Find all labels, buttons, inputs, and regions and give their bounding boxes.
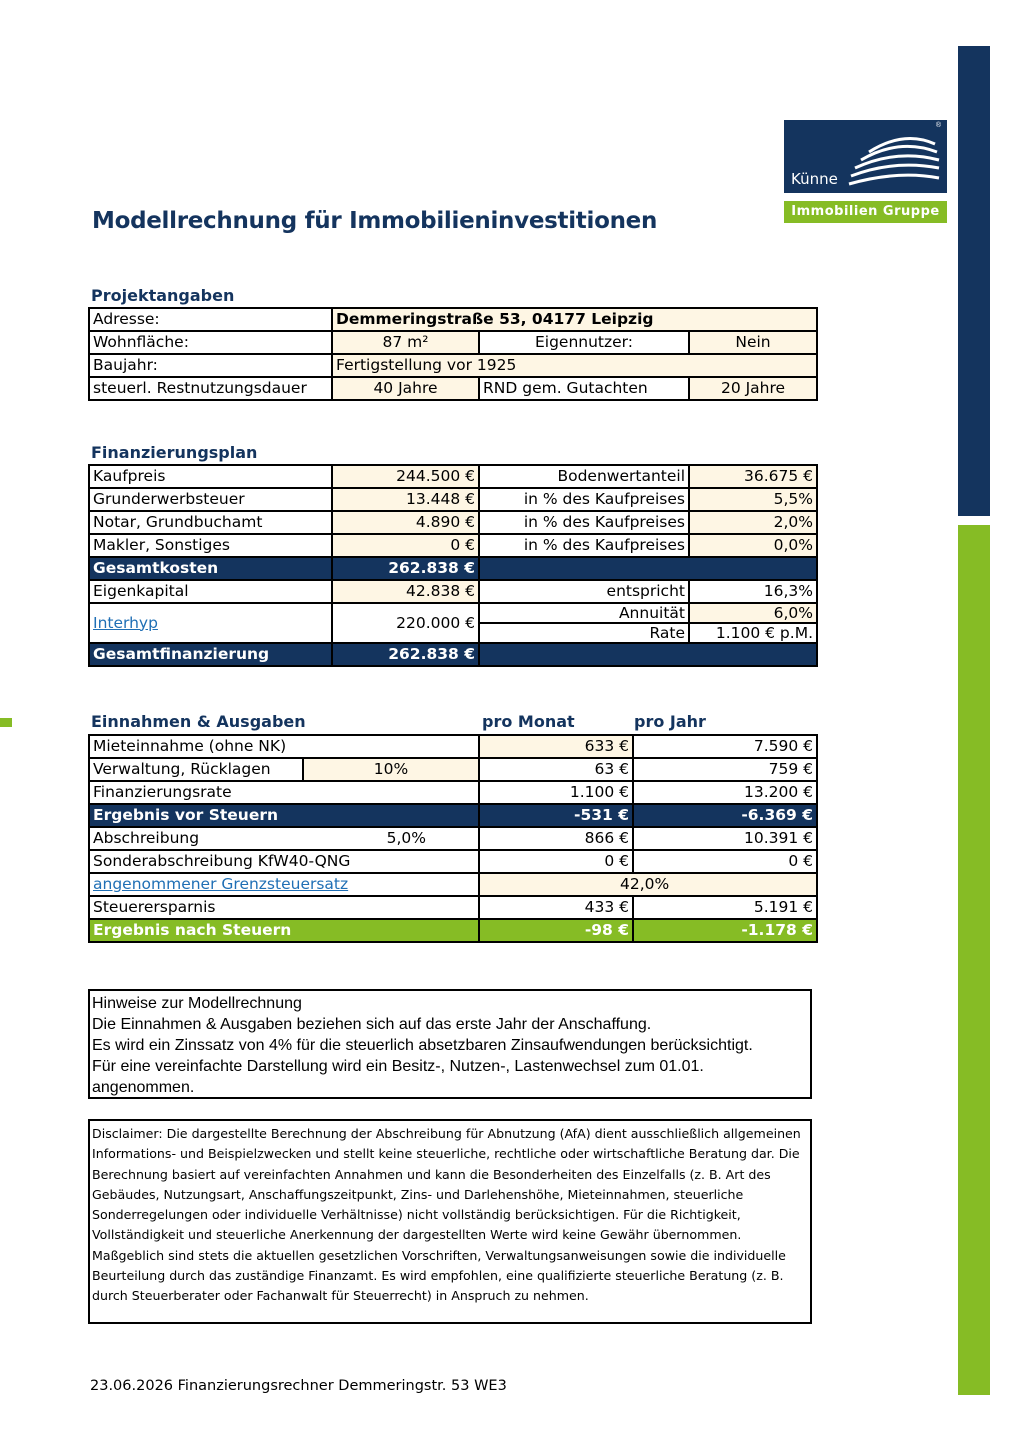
sidebar-blue-bar <box>958 46 990 516</box>
bodenwert-label: Bodenwertanteil <box>479 465 689 488</box>
projekt-table <box>88 307 818 401</box>
table-row <box>89 827 817 850</box>
entspricht-label: entspricht <box>479 580 689 603</box>
table-row <box>89 465 817 488</box>
table-row <box>89 758 817 781</box>
einnahmen-table <box>88 734 818 943</box>
disclaimer-text: Disclaimer: Die dargestellte Berechnung der Abschreibung für Abnutzung (AfA) dient ausschließlich allgemeinen Informations- und Beispielzwecken und stellt keine steuerliche, rechtliche oder wirtschaftliche Beratung dar. Die Berechnung basiert auf vereinfachten Annahmen und kann die Besonderheiten des Einzelfalls (z. B. Art des Gebäudes, Nutzungsart, Anschaffungszeitpunkt, Zins- und Darlehenshöhe, Mieteinnahmen, steuerliche Sonderregelungen oder individuelle Verhältnisse) nicht vollständig berücksichtigen. Für die Richtigkeit, Vollständigkeit und steuerliche Anerkennung der dargestellten Werte wird keine Gewähr übernommen. Maßgeblich sind stets die aktuellen gesetzlichen Vorschriften, Verwaltungsanweisungen sowie die individuelle Beurteilung durch das zuständige Finanzamt. Es wird empfohlen, eine qualifizierte steuerliche Beratung (z. B. durch Steuerberater oder Fachanwalt für Steuerrecht) in Anspruch zu nehmen. <box>92 1126 801 1304</box>
vor-steuern-jahr: -6.369 € <box>633 804 817 827</box>
hinweise-title: Hinweise zur Modellrechnung <box>92 995 302 1012</box>
afa-pct: 5,0% <box>386 829 426 847</box>
table-row <box>89 534 817 557</box>
table-row <box>89 557 817 580</box>
section-heading-projekt: Projektangaben <box>91 286 235 305</box>
table-row <box>89 643 817 666</box>
gesamtkosten-value: 262.838 € <box>332 557 479 580</box>
nach-steuern-jahr: -1.178 € <box>633 919 817 942</box>
sidebar-green-bar <box>958 525 990 1395</box>
grunderwerb-value: 13.448 € <box>332 488 479 511</box>
miete-monat: 633 € <box>479 735 633 758</box>
notar-label: Notar, Grundbuchamt <box>89 511 332 534</box>
hinweise-line: Die Einnahmen & Ausgaben beziehen sich auf das erste Jahr der Anschaffung. <box>92 1016 652 1033</box>
logo-registered-mark: ® <box>935 122 941 129</box>
logo-subtitle: Immobilien Gruppe <box>784 201 947 223</box>
eigenkapital-label: Eigenkapital <box>89 580 332 603</box>
ersparnis-label: Steuerersparnis <box>89 896 479 919</box>
verwaltung-pct: 10% <box>303 758 479 781</box>
hinweise-line: Für eine vereinfachte Darstellung wird ein Besitz-, Nutzen-, Lastenwechsel zum 01.01. angenommen. <box>92 1058 704 1096</box>
grunderwerb-label: Grunderwerbsteuer <box>89 488 332 511</box>
notar-pct-label: in % des Kaufpreises <box>479 511 689 534</box>
table-row <box>89 308 817 331</box>
afa-label: Abschreibung <box>93 829 200 847</box>
makler-pct: 0,0% <box>689 534 817 557</box>
column-header-monat: pro Monat <box>482 712 575 731</box>
section-heading-finanzierung: Finanzierungsplan <box>91 443 258 462</box>
verwaltung-monat: 63 € <box>479 758 633 781</box>
grenz-link[interactable]: angenommener Grenzsteuersatz <box>93 875 349 893</box>
table-row <box>89 896 817 919</box>
table-row <box>89 354 817 377</box>
wohnflaeche-label: Wohnfläche: <box>89 331 332 354</box>
adresse-value: Demmeringstraße 53, 04177 Leipzig <box>332 308 817 331</box>
grunderwerb-pct: 5,5% <box>689 488 817 511</box>
eigennutzer-label: Eigennutzer: <box>479 331 689 354</box>
disclaimer-box <box>88 1119 812 1324</box>
grunderwerb-pct-label: in % des Kaufpreises <box>479 488 689 511</box>
gesamtfin-value: 262.838 € <box>332 643 479 666</box>
vor-steuern-label: Ergebnis vor Steuern <box>89 804 479 827</box>
table-row <box>89 919 817 942</box>
table-row <box>89 511 817 534</box>
bank-link[interactable]: Interhyp <box>93 613 158 632</box>
kaufpreis-value: 244.500 € <box>332 465 479 488</box>
logo-box <box>784 120 947 193</box>
gesamtfin-label: Gesamtfinanzierung <box>89 643 332 666</box>
hinweise-box <box>88 989 812 1099</box>
notar-pct: 2,0% <box>689 511 817 534</box>
company-logo <box>784 120 947 223</box>
annuitaet-label: Annuität <box>479 603 689 623</box>
page-title: Modellrechnung für Immobilieninvestitionen <box>92 208 658 234</box>
vor-steuern-monat: -531 € <box>479 804 633 827</box>
entspricht-value: 16,3% <box>689 580 817 603</box>
verwaltung-jahr: 759 € <box>633 758 817 781</box>
makler-value: 0 € <box>332 534 479 557</box>
wohnflaeche-value: 87 m² <box>332 331 479 354</box>
logo-name: Künne <box>791 170 838 188</box>
table-row <box>89 488 817 511</box>
finanzierung-table <box>88 464 818 667</box>
bank-value: 220.000 € <box>332 603 479 643</box>
annuitaet-value: 6,0% <box>689 603 817 623</box>
table-row <box>89 804 817 827</box>
gutachten-value: 20 Jahre <box>689 377 817 400</box>
table-row <box>89 331 817 354</box>
afa-cell <box>89 827 479 850</box>
finanzierungsrate-monat: 1.100 € <box>479 781 633 804</box>
makler-pct-label: in % des Kaufpreises <box>479 534 689 557</box>
fold-mark <box>0 718 12 727</box>
gesamtfin-filler <box>479 643 817 666</box>
finanzierungsrate-jahr: 13.200 € <box>633 781 817 804</box>
rate-value: 1.100 € p.M. <box>689 623 817 643</box>
verwaltung-label: Verwaltung, Rücklagen <box>89 758 303 781</box>
makler-label: Makler, Sonstiges <box>89 534 332 557</box>
sonder-label: Sonderabschreibung KfW40-QNG <box>89 850 479 873</box>
bank-link-cell[interactable] <box>89 603 332 643</box>
table-row <box>89 580 817 603</box>
column-header-jahr: pro Jahr <box>634 712 706 731</box>
kaufpreis-label: Kaufpreis <box>89 465 332 488</box>
eigenkapital-value: 42.838 € <box>332 580 479 603</box>
notar-value: 4.890 € <box>332 511 479 534</box>
afa-monat: 866 € <box>479 827 633 850</box>
sonder-jahr: 0 € <box>633 850 817 873</box>
building-icon <box>847 132 941 188</box>
table-row <box>89 377 817 400</box>
nach-steuern-label: Ergebnis nach Steuern <box>89 919 479 942</box>
baujahr-label: Baujahr: <box>89 354 332 377</box>
sonder-monat: 0 € <box>479 850 633 873</box>
afa-jahr: 10.391 € <box>633 827 817 850</box>
table-row <box>89 735 817 758</box>
ersparnis-jahr: 5.191 € <box>633 896 817 919</box>
grenz-value: 42,0% <box>479 873 817 896</box>
ersparnis-monat: 433 € <box>479 896 633 919</box>
nach-steuern-monat: -98 € <box>479 919 633 942</box>
table-row <box>89 603 817 623</box>
bodenwert-value: 36.675 € <box>689 465 817 488</box>
section-heading-einnahmen: Einnahmen & Ausgaben <box>91 712 306 731</box>
table-row <box>89 873 817 896</box>
gesamtkosten-label: Gesamtkosten <box>89 557 332 580</box>
miete-label: Mieteinnahme (ohne NK) <box>89 735 479 758</box>
footer-text: 23.06.2026 Finanzierungsrechner Demmeringstr. 53 WE3 <box>90 1378 507 1394</box>
finanzierungsrate-label: Finanzierungsrate <box>89 781 479 804</box>
baujahr-value: Fertigstellung vor 1925 <box>332 354 817 377</box>
gutachten-label: RND gem. Gutachten <box>479 377 689 400</box>
gesamtkosten-filler <box>479 557 817 580</box>
eigennutzer-value: Nein <box>689 331 817 354</box>
rate-label: Rate <box>479 623 689 643</box>
table-row <box>89 850 817 873</box>
grenz-link-cell[interactable] <box>89 873 479 896</box>
table-row <box>89 781 817 804</box>
miete-jahr: 7.590 € <box>633 735 817 758</box>
rnd-label: steuerl. Restnutzungsdauer <box>89 377 332 400</box>
hinweise-line: Es wird ein Zinssatz von 4% für die steuerlich absetzbaren Zinsaufwendungen berücksichtigt. <box>92 1037 753 1054</box>
rnd-value: 40 Jahre <box>332 377 479 400</box>
adresse-label: Adresse: <box>89 308 332 331</box>
